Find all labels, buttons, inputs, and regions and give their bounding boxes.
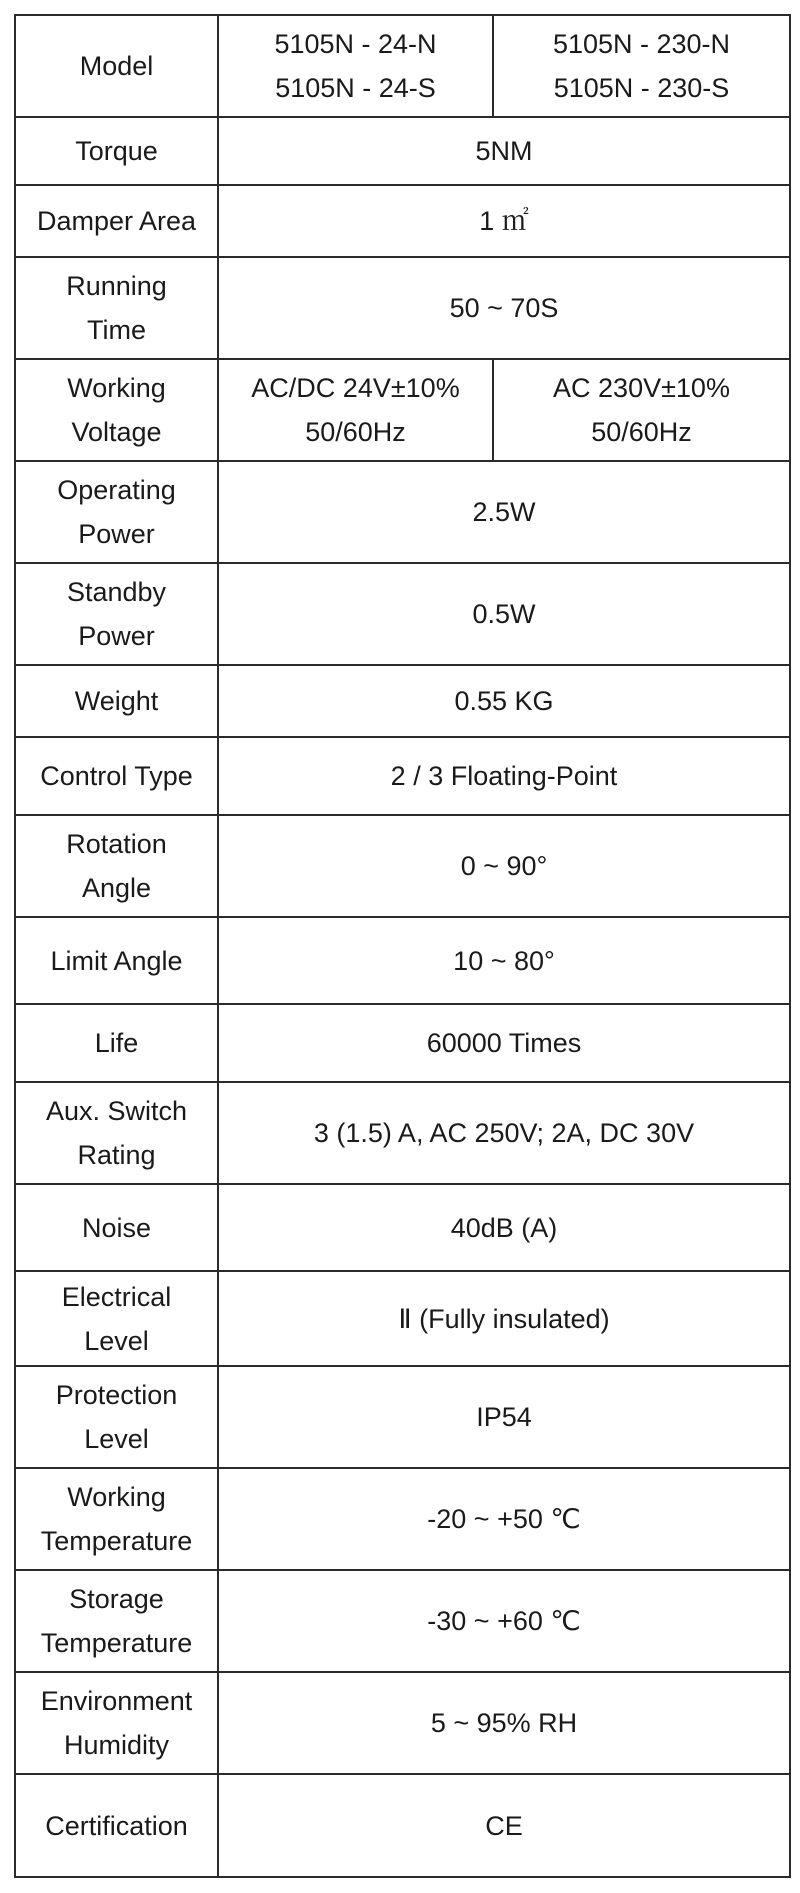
spec-value: 40dB (A) xyxy=(218,1184,790,1271)
spec-label: Noise xyxy=(15,1184,218,1271)
spec-value: 0.5W xyxy=(218,563,790,665)
spec-value: 2.5W xyxy=(218,461,790,563)
spec-label: Standby Power xyxy=(15,563,218,665)
spec-row xyxy=(15,815,790,917)
spec-value: 2 / 3 Floating-Point xyxy=(218,737,790,815)
spec-value: 5105N - 230-N 5105N - 230-S xyxy=(493,15,790,117)
spec-label: Environment Humidity xyxy=(15,1672,218,1774)
spec-value: CE xyxy=(218,1774,790,1877)
spec-row xyxy=(15,1184,790,1271)
spec-row xyxy=(15,1468,790,1570)
spec-label: Working Voltage xyxy=(15,359,218,461)
spec-row xyxy=(15,1774,790,1877)
spec-row xyxy=(15,737,790,815)
spec-value: IP54 xyxy=(218,1366,790,1468)
spec-value: 5NM xyxy=(218,117,790,185)
spec-label: Aux. Switch Rating xyxy=(15,1082,218,1184)
spec-label: Limit Angle xyxy=(15,917,218,1004)
spec-label: Model xyxy=(15,15,218,117)
spec-label: Working Temperature xyxy=(15,1468,218,1570)
spec-label: Electrical Level xyxy=(15,1271,218,1366)
spec-label: Operating Power xyxy=(15,461,218,563)
spec-label: Running Time xyxy=(15,257,218,359)
spec-row xyxy=(15,185,790,257)
spec-row xyxy=(15,15,790,117)
spec-value: -20 ~ +50 ℃ xyxy=(218,1468,790,1570)
spec-label: Weight xyxy=(15,665,218,737)
spec-label: Certification xyxy=(15,1774,218,1877)
spec-label: Storage Temperature xyxy=(15,1570,218,1672)
spec-row xyxy=(15,563,790,665)
spec-row xyxy=(15,257,790,359)
spec-label: Damper Area xyxy=(15,185,218,257)
spec-row xyxy=(15,1271,790,1366)
spec-value: 3 (1.5) A, AC 250V; 2A, DC 30V xyxy=(218,1082,790,1184)
spec-value: 60000 Times xyxy=(218,1004,790,1082)
spec-row xyxy=(15,1004,790,1082)
spec-value: AC/DC 24V±10% 50/60Hz xyxy=(218,359,493,461)
spec-row xyxy=(15,1570,790,1672)
spec-row xyxy=(15,1082,790,1184)
spec-row xyxy=(15,117,790,185)
spec-label: Control Type xyxy=(15,737,218,815)
spec-row xyxy=(15,359,790,461)
spec-value: Ⅱ (Fully insulated) xyxy=(218,1271,790,1366)
spec-value: 0.55 KG xyxy=(218,665,790,737)
spec-value: 5 ~ 95% RH xyxy=(218,1672,790,1774)
spec-value: -30 ~ +60 ℃ xyxy=(218,1570,790,1672)
spec-row xyxy=(15,461,790,563)
spec-row xyxy=(15,1672,790,1774)
spec-value: AC 230V±10% 50/60Hz xyxy=(493,359,790,461)
spec-label: Life xyxy=(15,1004,218,1082)
spec-value: 5105N - 24-N 5105N - 24-S xyxy=(218,15,493,117)
spec-label: Torque xyxy=(15,117,218,185)
spec-value: 1 ㎡ xyxy=(218,185,790,257)
spec-value: 0 ~ 90° xyxy=(218,815,790,917)
spec-label: Protection Level xyxy=(15,1366,218,1468)
spec-row xyxy=(15,917,790,1004)
spec-value: 50 ~ 70S xyxy=(218,257,790,359)
spec-value: 10 ~ 80° xyxy=(218,917,790,1004)
spec-row xyxy=(15,1366,790,1468)
spec-label: Rotation Angle xyxy=(15,815,218,917)
spec-row xyxy=(15,665,790,737)
spec-table xyxy=(14,14,791,1878)
